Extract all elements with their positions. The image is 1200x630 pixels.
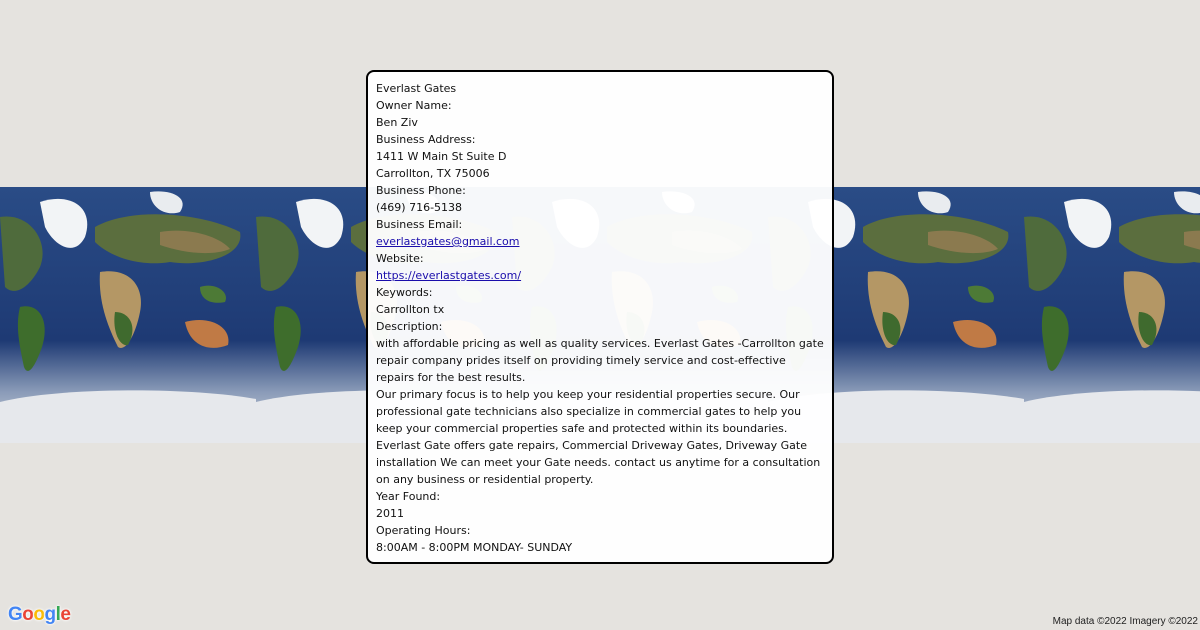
map-attribution: Map data ©2022 Imagery ©2022 [1052, 616, 1198, 627]
address-line-1: 1411 W Main St Suite D [376, 150, 507, 163]
phone-number: (469) 716-5138 [376, 201, 463, 214]
website-link[interactable]: https://everlastgates.com/ [376, 269, 522, 282]
address-line-2: Carrollton, TX 75006 [376, 167, 490, 180]
google-logo-letter: o [33, 604, 45, 625]
google-logo[interactable] [8, 604, 70, 626]
description-paragraph-1: with affordable pricing as well as quality services. Everlast Gates -Carrollton gate repair company prides itself on providing timely service and cost-effective repairs for the best results. [376, 337, 824, 384]
google-logo-letter: g [44, 604, 56, 625]
operating-hours-label: Operating Hours: [376, 524, 471, 537]
description-paragraph-3: Everlast Gate offers gate repairs, Commercial Driveway Gates, Driveway Gate installation We can meet your Gate needs. contact us anytime for a consultation on any business or residential property. [376, 439, 821, 486]
phone-label: Business Phone: [376, 184, 466, 197]
description-paragraph-2: Our primary focus is to help you keep your residential properties secure. Our professional gate technicians also specialize in commercial gates to help you keep your commercial properties safe and protected within its boundaries. [376, 388, 802, 435]
website-label: Website: [376, 252, 424, 265]
email-label: Business Email: [376, 218, 463, 231]
email-link[interactable]: everlastgates@gmail.com [376, 235, 520, 248]
business-name: Everlast Gates [376, 82, 457, 95]
keywords-value: Carrollton tx [376, 303, 445, 316]
owner-name: Ben Ziv [376, 116, 418, 129]
google-logo-letter: G [8, 604, 23, 625]
address-label: Business Address: [376, 133, 476, 146]
year-found-value: 2011 [376, 507, 404, 520]
description-label: Description: [376, 320, 443, 333]
google-logo-letter: o [22, 604, 34, 625]
google-logo-letter: e [60, 604, 71, 625]
owner-label: Owner Name: [376, 99, 452, 112]
operating-hours-value: 8:00AM - 8:00PM MONDAY- SUNDAY [376, 541, 573, 554]
keywords-label: Keywords: [376, 286, 433, 299]
business-info-window [366, 70, 834, 564]
google-logo-letter: l [55, 604, 61, 625]
year-found-label: Year Found: [376, 490, 441, 503]
